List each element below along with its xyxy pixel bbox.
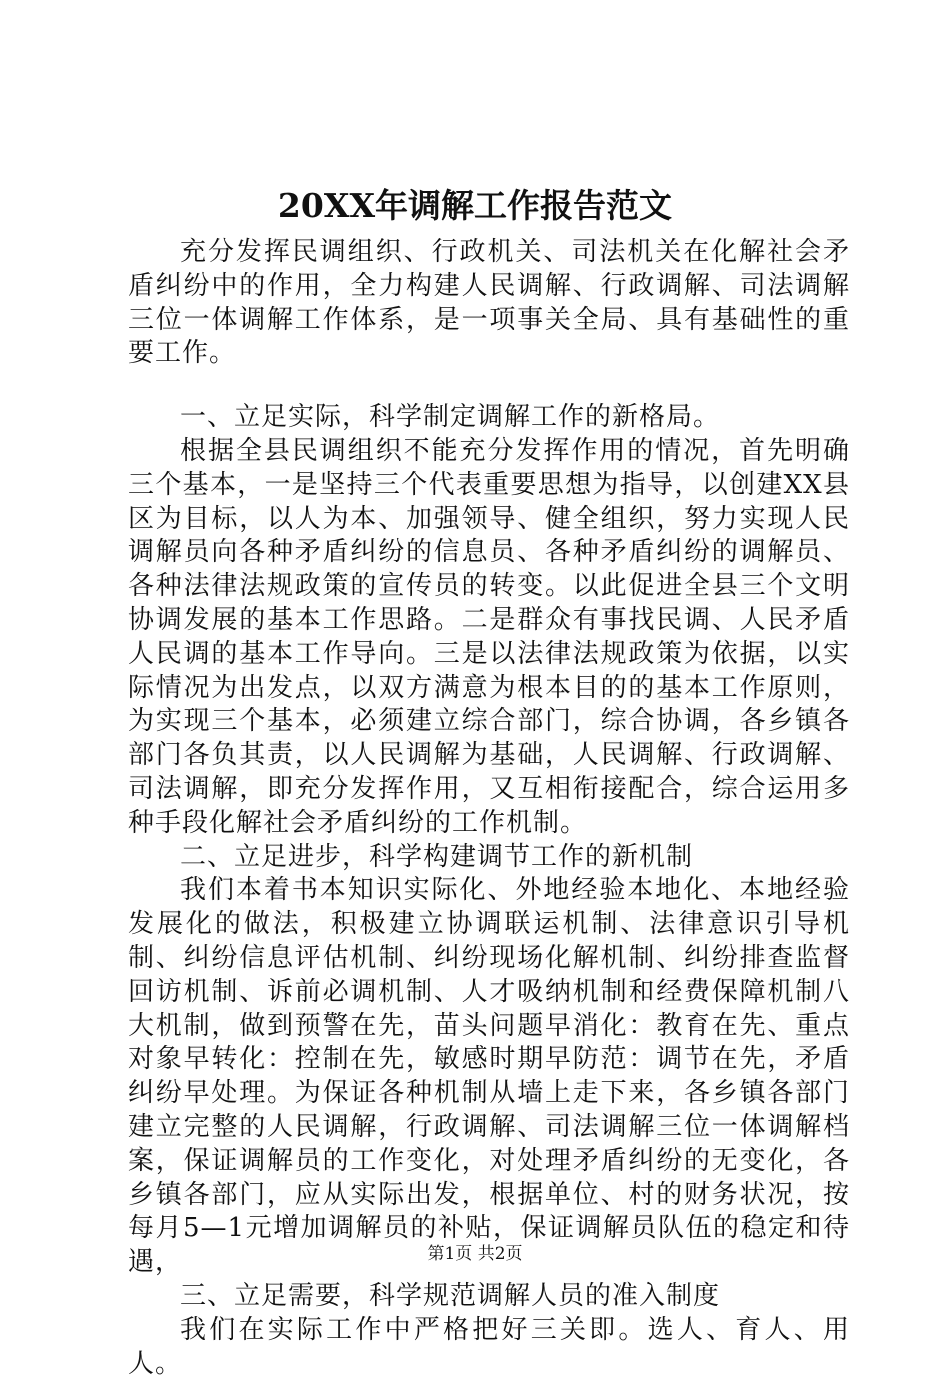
- section-2-paragraph: 我们本着书本知识实际化、外地经验本地化、本地经验发展化的做法，积极建立协调联运机制、法律意识引导机制、纠纷信息评估机制、纠纷现场化解机制、纠纷排查监督回访机制、诉前必调机制、人才吸纳机制和经费保障机制八大机制，做到预警在先，苗头问题早消化：教育在先、重点对象早转化：控制在先，敏感时期早防范：调节在先，矛盾纠纷早处理。为保证各种机制从墙上走下来，各乡镇各部门建立完整的人民调解，行政调解、司法调解三位一体调解档案，保证调解员的工作变化，对处理矛盾纠纷的无变化，各乡镇各部门，应从实际出发，根据单位、村的财务状况，按每月5—1元增加调解员的补贴，保证调解员队伍的稳定和待遇，: [128, 875, 850, 1278]
- section-3-heading: 三、立足需要，科学规范调解人员的准入制度: [180, 1280, 721, 1311]
- intro-paragraph: 充分发挥民调组织、行政机关、司法机关在化解社会矛盾纠纷中的作用，全力构建人民调解、行政调解、司法调解三位一体调解工作体系，是一项事关全局、具有基础性的重要工作。: [128, 237, 850, 369]
- section-2-heading: 二、立足进步，科学构建调节工作的新机制: [180, 841, 694, 872]
- page-number-footer: 第1页 共2页: [427, 1244, 523, 1264]
- document-body: [128, 236, 850, 1381]
- section-1-paragraph: 根据全县民调组织不能充分发挥作用的情况，首先明确三个基本，一是坚持三个代表重要思想为指导，以创建XX县区为目标，以人为本、加强领导、健全组织，努力实现人民调解员向各种矛盾纠纷的信息员、各种矛盾纠纷的调解员、各种法律法规政策的宣传员的转变。以此促进全县三个文明协调发展的基本工作思路。二是群众有事找民调、人民矛盾人民调的基本工作导向。三是以法律法规政策为依据，以实际情况为出发点，以双方满意为根本目的的基本工作原则，为实现三个基本，必须建立综合部门，综合协调，各乡镇各部门各负其责，以人民调解为基础，人民调解、行政调解、司法调解，即充分发挥作用，又互相衔接配合，综合运用多种手段化解社会矛盾纠纷的工作机制。: [128, 435, 850, 838]
- document-title: 20XX年调解工作报告范文: [277, 186, 673, 225]
- paragraph-gap: [128, 371, 850, 401]
- section-1-heading: 一、立足实际，科学制定调解工作的新格局。: [180, 402, 721, 433]
- section-3-paragraph: 我们在实际工作中严格把好三关即。选人、育人、用人。: [128, 1314, 850, 1379]
